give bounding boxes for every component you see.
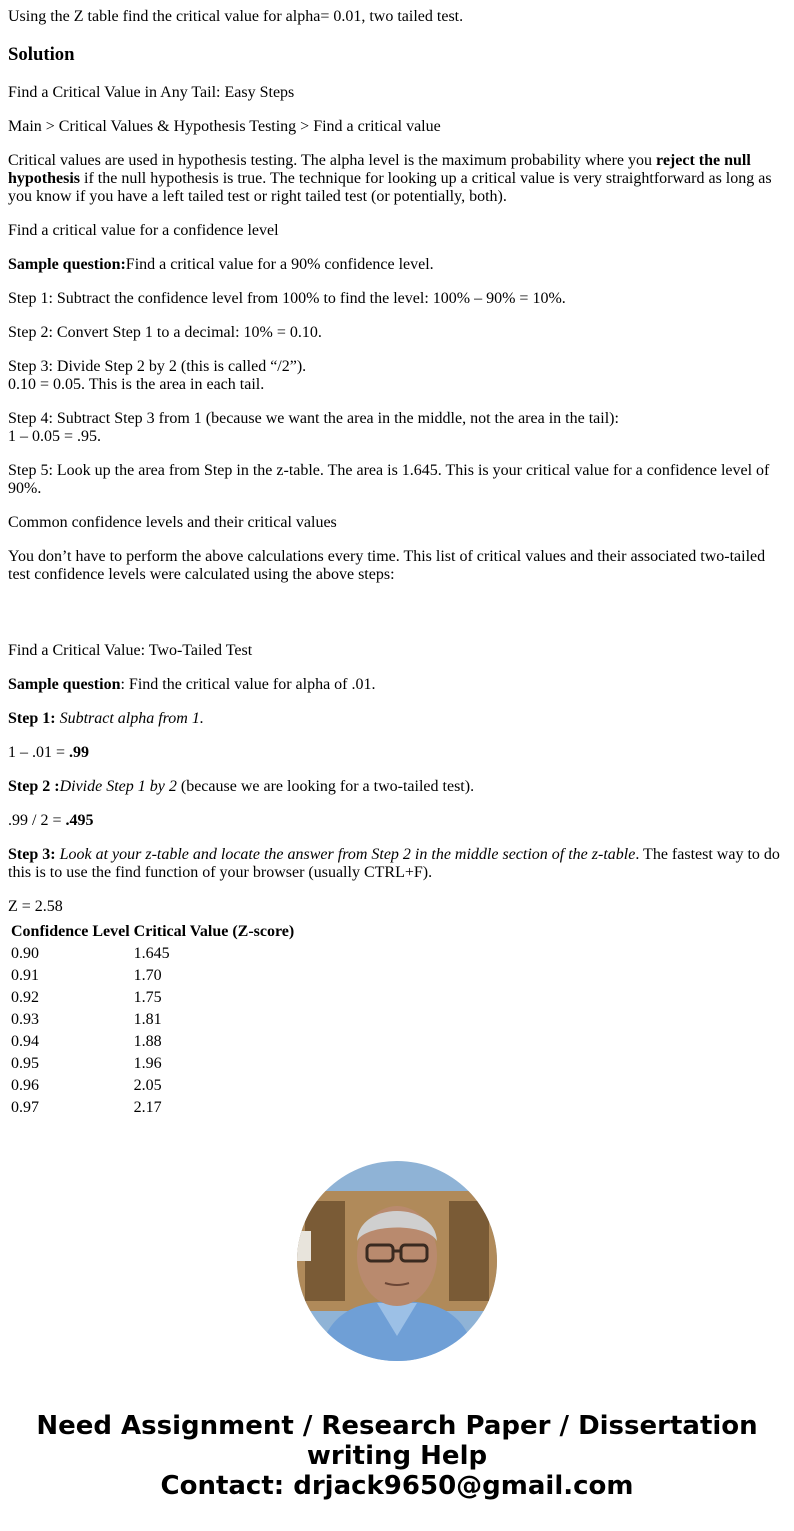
two-tailed-sample-label: Sample question — [8, 676, 121, 693]
confidence-cell: 0.94 — [11, 1033, 39, 1050]
confidence-sample-label: Sample question: — [8, 256, 126, 273]
two-tailed-answer: Z = 2.58 — [8, 898, 63, 915]
confidence-heading: Find a critical value for a confidence level — [8, 222, 279, 239]
intro-post: if the null hypothesis is true. The technique for looking up a critical value is very straightforward as long as you know if you have a left tailed test or right tailed test (or potentially, both). — [8, 170, 772, 205]
confidence-cell: 0.95 — [11, 1055, 39, 1072]
tt-step3-rest: . The fastest way to do this is to use the find function of your browser (usually CTRL+F). — [8, 846, 780, 881]
confidence-cell: 0.91 — [11, 967, 39, 984]
table-row — [10, 1076, 295, 1096]
confidence-cell: 0.93 — [11, 1011, 39, 1028]
intro-bold: reject the null hypothesis — [8, 152, 751, 187]
tt-step3-label: Step 3: — [8, 846, 56, 863]
table-row — [10, 1032, 295, 1052]
tt-step2-label: Step 2 : — [8, 778, 60, 795]
promo-line-2: writing Help — [306, 1441, 488, 1471]
confidence-sample — [8, 256, 786, 274]
two-tailed-step-2-calc — [8, 812, 786, 830]
step4-line2: 1 – 0.05 = .95. — [8, 428, 102, 445]
tt-step1-label: Step 1: — [8, 710, 56, 727]
confidence-cell: 0.96 — [11, 1077, 39, 1094]
confidence-step-3 — [8, 358, 786, 394]
critical-value-cell: 1.88 — [133, 1033, 162, 1050]
confidence-sample-text: Find a critical value for a 90% confidence level. — [125, 256, 434, 273]
tt-step1-calc-pre: 1 – .01 = — [8, 744, 70, 761]
tt-step2-italic: Divide Step 1 by 2 — [59, 778, 177, 795]
table-row — [10, 944, 295, 964]
table-row — [10, 1010, 295, 1030]
two-tailed-step-1-calc — [8, 744, 786, 762]
breadcrumb: Main > Critical Values & Hypothesis Testing > Find a critical value — [8, 118, 441, 135]
tutor-portrait-image — [297, 1161, 497, 1361]
step3-line2: 0.10 = 0.05. This is the area in each tail. — [8, 376, 265, 393]
common-text: You don’t have to perform the above calculations every time. This list of critical values and their associated two-tailed test confidence levels were calculated using the above steps: — [8, 548, 766, 583]
critical-value-cell: 1.645 — [133, 945, 170, 962]
document — [0, 8, 794, 1120]
intro-paragraph — [8, 152, 786, 206]
table-row — [10, 988, 295, 1008]
two-tailed-heading: Find a Critical Value: Two-Tailed Test — [8, 642, 253, 659]
confidence-cell: 0.97 — [11, 1099, 39, 1116]
table-header-confidence: Confidence Level — [11, 923, 130, 940]
tt-step1-italic: Subtract alpha from 1. — [59, 710, 204, 727]
tt-step2-calc-result: .495 — [65, 812, 94, 829]
confidence-cell: 0.90 — [11, 945, 39, 962]
tt-step3-italic: Look at your z-table and locate the answer from Step 2 in the middle section of the z-table — [59, 846, 636, 863]
table-row — [10, 1054, 295, 1074]
tt-step2-calc-pre: .99 / 2 = — [8, 812, 66, 829]
blank-space — [8, 600, 786, 626]
confidence-step-5: Step 5: Look up the area from Step in the z-table. The area is 1.645. This is your critical value for a confidence level of 90%. — [8, 462, 770, 497]
two-tailed-sample — [8, 676, 786, 694]
tt-step1-calc-result: .99 — [69, 744, 90, 761]
solution-heading: Solution — [8, 44, 75, 65]
common-heading: Common confidence levels and their critical values — [8, 514, 337, 531]
two-tailed-sample-text: : Find the critical value for alpha of .01. — [120, 676, 376, 693]
promo-banner — [0, 1411, 794, 1501]
confidence-cell: 0.92 — [11, 989, 39, 1006]
critical-value-cell: 1.96 — [133, 1055, 162, 1072]
step4-line1: Step 4: Subtract Step 3 from 1 (because we want the area in the middle, not the area in the tail): — [8, 410, 619, 427]
two-tailed-step-1 — [8, 710, 786, 728]
critical-value-cell: 1.70 — [133, 967, 162, 984]
table-row — [10, 1098, 295, 1118]
critical-value-cell: 2.05 — [133, 1077, 162, 1094]
critical-value-cell: 1.75 — [133, 989, 162, 1006]
critical-value-cell: 2.17 — [133, 1099, 162, 1116]
tt-step2-rest: (because we are looking for a two-tailed test). — [176, 778, 475, 795]
table-header-critical-value: Critical Value (Z-score) — [133, 923, 295, 940]
confidence-step-4 — [8, 410, 786, 446]
critical-values-table — [8, 920, 297, 1120]
two-tailed-step-3 — [8, 846, 786, 882]
critical-value-cell: 1.81 — [133, 1011, 162, 1028]
table-row — [10, 966, 295, 986]
confidence-step-2: Step 2: Convert Step 1 to a decimal: 10% = 0.10. — [8, 324, 322, 341]
promo-contact: Contact: drjack9650@gmail.com — [160, 1471, 634, 1501]
two-tailed-step-2 — [8, 778, 786, 796]
intro-pre: Critical values are used in hypothesis testing. The alpha level is the maximum probability where you — [8, 152, 656, 169]
table-header-row — [10, 922, 295, 942]
step3-line1: Step 3: Divide Step 2 by 2 (this is called “/2”). — [8, 358, 307, 375]
question-text: Using the Z table find the critical value for alpha= 0.01, two tailed test. — [8, 8, 464, 25]
article-title: Find a Critical Value in Any Tail: Easy Steps — [8, 84, 295, 101]
confidence-step-1: Step 1: Subtract the confidence level from 100% to find the level: 100% – 90% = 10%. — [8, 290, 566, 307]
promo-line-1: Need Assignment / Research Paper / Dissertation — [36, 1411, 758, 1441]
tutor-avatar — [297, 1161, 497, 1361]
